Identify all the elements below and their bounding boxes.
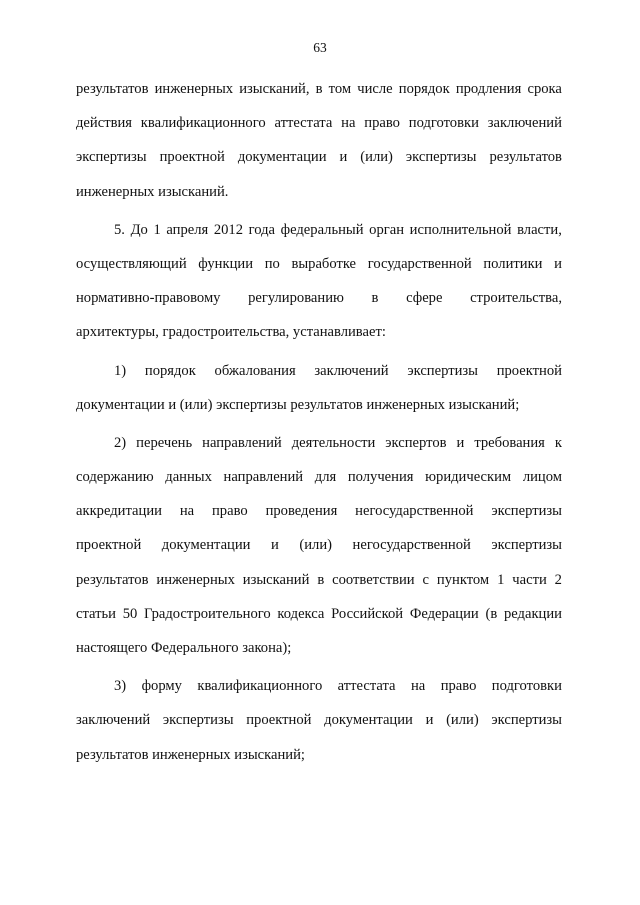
word: Российской [331, 605, 404, 622]
word: порядок [398, 81, 450, 97]
word: и [456, 434, 465, 451]
text-line: инженерных изысканий. [76, 183, 229, 200]
word: 2) [114, 434, 127, 451]
word: числе [357, 81, 393, 97]
word: 1) [114, 362, 127, 379]
word: нормативно-правовому [76, 290, 221, 307]
word: получения [347, 469, 414, 486]
word: экспертизы [407, 362, 478, 379]
paragraph-p2 [76, 354, 562, 422]
word: 1 [497, 571, 505, 588]
text-line [76, 213, 562, 247]
word: года [248, 221, 276, 238]
word: аккредитации [76, 503, 162, 520]
word: экспертизы [491, 712, 562, 729]
document-body [76, 72, 562, 772]
word: требования [474, 434, 545, 451]
word: документации [324, 712, 413, 729]
text-line [76, 354, 562, 388]
word: на [341, 115, 356, 132]
word: продления [455, 81, 522, 97]
word: заключений [487, 115, 562, 132]
word: проектной [246, 712, 312, 729]
word: исполнительной [409, 221, 512, 238]
paragraph-p0 [76, 72, 562, 209]
word: функции [198, 255, 254, 272]
word: на [410, 678, 426, 695]
word: негосударственной [355, 503, 474, 520]
word: До [130, 221, 148, 238]
word: на [179, 503, 195, 520]
word: 2 [554, 571, 562, 588]
word: право [440, 678, 477, 695]
word: подготовки [491, 678, 562, 695]
word: аттестата [274, 115, 333, 132]
word: инженерных [156, 571, 235, 588]
word: регулированию [248, 290, 344, 307]
word: федеральный [280, 221, 364, 238]
word: изысканий [242, 571, 310, 588]
word: том [328, 81, 352, 97]
text-line [76, 703, 562, 737]
word: срока [527, 81, 562, 97]
word: данных [165, 469, 212, 486]
paragraph-p1 [76, 213, 562, 350]
word: (или) [446, 712, 479, 729]
word: Градостроительного [144, 605, 271, 622]
paragraph-p4 [76, 669, 562, 772]
word: содержанию [76, 469, 154, 486]
word: юридическим [425, 469, 512, 486]
word: и [339, 149, 348, 166]
word: осуществляющий [76, 255, 187, 272]
text-line [76, 106, 562, 140]
word: квалификационного [197, 678, 323, 695]
text-line [76, 563, 562, 597]
word: Федерации [409, 605, 479, 622]
word: власти, [517, 221, 562, 238]
word: негосударственной [352, 537, 471, 554]
text-line [76, 140, 562, 174]
text-line [76, 460, 562, 494]
paragraph-p3 [76, 426, 562, 665]
word: для [314, 469, 337, 486]
word: квалификационного [140, 115, 266, 132]
word: заключений [76, 712, 151, 729]
text-line: документации и (или) экспертизы результатов инженерных изысканий; [76, 396, 520, 413]
word: (или) [299, 537, 332, 554]
word: государственной [367, 255, 472, 272]
word: документации [161, 537, 251, 554]
word: по [264, 255, 280, 272]
word: строительства, [470, 290, 562, 307]
word: соответствии [332, 571, 415, 588]
word: части [512, 571, 547, 588]
word: апреля [166, 221, 209, 238]
word: политики [483, 255, 543, 272]
word: в [315, 81, 323, 97]
word: проведения [265, 503, 338, 520]
word: аттестата [337, 678, 396, 695]
word: 3) [114, 678, 127, 695]
word: в [317, 571, 325, 588]
word: к [554, 434, 562, 451]
word: форму [141, 678, 182, 695]
word: право [364, 115, 400, 132]
word: проектной [76, 537, 142, 554]
word: обжалования [214, 362, 296, 379]
text-line [76, 494, 562, 528]
word: орган [369, 221, 405, 238]
word: деятельности [291, 434, 376, 451]
word: изысканий, [239, 81, 310, 97]
word: пунктом [436, 571, 490, 588]
word: сфере [406, 290, 443, 307]
word: в [371, 290, 379, 307]
word: инженерных [154, 81, 234, 97]
word: выработке [291, 255, 357, 272]
word: направлений [223, 469, 304, 486]
word: редакции [503, 605, 562, 622]
text-line [76, 669, 562, 703]
text-line [76, 597, 562, 631]
word: порядок [144, 362, 196, 379]
page-number: 63 [313, 40, 327, 55]
word: экспертизы [491, 537, 562, 554]
word: (или) [360, 149, 393, 166]
text-line [76, 281, 562, 315]
word: экспертизы [162, 712, 234, 729]
word: право [212, 503, 248, 520]
word: перечень [136, 434, 193, 451]
word: и [425, 712, 434, 729]
text-line: результатов инженерных изысканий; [76, 746, 305, 763]
word: экспертов [385, 434, 447, 451]
word: направлений [202, 434, 282, 451]
text-line: архитектуры, градостроительства, устанавливает: [76, 324, 386, 341]
word: результатов [489, 149, 562, 166]
text-line [76, 426, 562, 460]
word: 2012 [213, 221, 244, 238]
word: (в [485, 605, 498, 622]
word: 50 [122, 605, 138, 622]
word: проектной [159, 149, 225, 166]
word: и [271, 537, 279, 554]
word: кодекса [277, 605, 325, 622]
word: действия [76, 115, 132, 132]
word: документации [237, 149, 327, 166]
word: проектной [496, 362, 562, 379]
word: лицом [522, 469, 562, 486]
text-line: настоящего Федерального закона); [76, 640, 292, 656]
word: экспертизы [405, 149, 477, 166]
word: 1 [153, 221, 161, 238]
word: результатов [76, 81, 149, 97]
word: с [422, 571, 429, 588]
word: 5. [114, 221, 125, 238]
word: статьи [76, 605, 116, 622]
word: экспертизы [491, 503, 562, 520]
text-line [76, 528, 562, 562]
word: и [554, 255, 562, 272]
word: результатов [76, 571, 149, 588]
word: экспертизы [76, 149, 147, 166]
text-line [76, 72, 562, 106]
text-line [76, 247, 562, 281]
word: заключений [314, 362, 389, 379]
word: подготовки [408, 115, 479, 132]
